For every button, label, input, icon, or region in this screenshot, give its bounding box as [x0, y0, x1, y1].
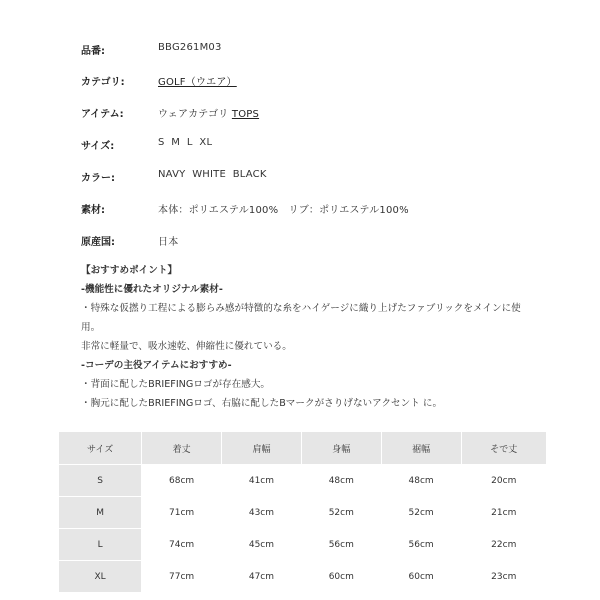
table-row — [59, 561, 547, 593]
table-row — [59, 529, 547, 561]
spec-label: アイテム: — [81, 109, 124, 120]
header-cell: 身幅 — [301, 432, 381, 465]
table-row — [59, 497, 547, 529]
table-cell: 60cm — [381, 561, 461, 593]
spec-row-category — [0, 69, 600, 89]
table-cell: 74cm — [142, 529, 222, 561]
spec-label: サイズ: — [81, 141, 115, 152]
table-cell: 52cm — [381, 497, 461, 529]
table-cell: 22cm — [461, 529, 546, 561]
desc-line: ・特殊な仮撚り工程による膨らみ感が特徴的な糸をハイゲージに織り上げたファブリックをメインに使 — [81, 303, 521, 314]
table-cell: 21cm — [461, 497, 546, 529]
table-cell: 56cm — [301, 529, 381, 561]
size-table-header — [59, 432, 547, 465]
spec-row-item — [0, 101, 600, 121]
spec-row-color — [0, 165, 600, 185]
header-cell: 裾幅 — [381, 432, 461, 465]
spec-row-origin — [0, 229, 600, 249]
spec-row-product-code — [0, 38, 600, 58]
desc-line: 用。 — [81, 322, 101, 333]
item-category-text: ウェアカテゴリ — [158, 109, 229, 120]
size-cell: S — [59, 465, 142, 497]
table-cell: 47cm — [222, 561, 302, 593]
table-cell: 48cm — [381, 465, 461, 497]
spec-row-size — [0, 133, 600, 153]
desc-line: ・背面に配したBRIEFINGロゴが存在感大。 — [81, 379, 271, 390]
header-cell: そで丈 — [461, 432, 546, 465]
category-link[interactable]: GOLF（ウエア） — [158, 77, 237, 88]
tops-link[interactable]: TOPS — [231, 109, 260, 120]
spec-value: 日本 — [158, 237, 179, 248]
header-cell: 肩幅 — [222, 432, 302, 465]
size-table — [58, 431, 547, 593]
spec-label: カテゴリ: — [81, 77, 125, 88]
table-cell: 52cm — [301, 497, 381, 529]
spec-value: NAVY WHITE BLACK — [158, 169, 267, 180]
desc-line: ・胸元に配したBRIEFINGロゴ、右脇に配したBマークがさりげないアクセント に。 — [81, 398, 443, 409]
size-cell: L — [59, 529, 142, 561]
desc-subheading: -コーデの主役アイテムにおすすめ- — [81, 360, 232, 371]
desc-line: 非常に軽量で、吸水速乾、伸縮性に優れている。 — [81, 341, 292, 352]
spec-label: 品番: — [81, 46, 105, 57]
table-cell: 60cm — [301, 561, 381, 593]
table-cell: 23cm — [461, 561, 546, 593]
table-cell: 68cm — [142, 465, 222, 497]
table-cell: 20cm — [461, 465, 546, 497]
table-cell: 56cm — [381, 529, 461, 561]
header-cell: 着丈 — [142, 432, 222, 465]
table-cell: 77cm — [142, 561, 222, 593]
spec-value — [158, 105, 259, 120]
spec-label: 原産国: — [81, 237, 115, 248]
spec-label: カラー: — [81, 173, 115, 184]
spec-value: BBG261M03 — [158, 42, 222, 53]
spec-value: 本体：ポリエステル100% リブ：ポリエステル100% — [158, 205, 409, 216]
desc-subheading: -機能性に優れたオリジナル素材- — [81, 284, 223, 295]
table-row — [59, 465, 547, 497]
table-cell: 45cm — [222, 529, 302, 561]
header-cell: サイズ — [59, 432, 142, 465]
recommend-points — [81, 264, 551, 416]
table-cell: 41cm — [222, 465, 302, 497]
table-cell: 43cm — [222, 497, 302, 529]
table-cell: 48cm — [301, 465, 381, 497]
spec-row-material — [0, 197, 600, 217]
size-cell: M — [59, 497, 142, 529]
spec-label: 素材: — [81, 205, 105, 216]
table-cell: 71cm — [142, 497, 222, 529]
spec-value: S M L XL — [158, 137, 213, 148]
size-cell: XL — [59, 561, 142, 593]
recommend-heading: 【おすすめポイント】 — [81, 265, 178, 276]
